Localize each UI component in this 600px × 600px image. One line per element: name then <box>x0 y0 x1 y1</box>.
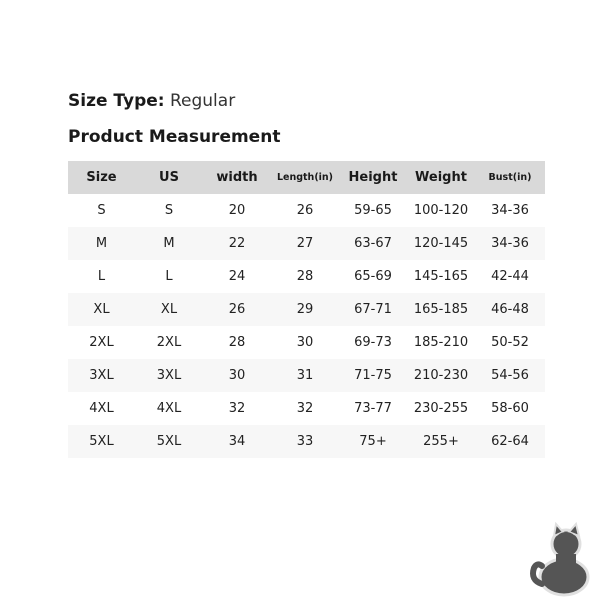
cell-width: 20 <box>228 203 246 218</box>
table-row <box>68 392 545 425</box>
header-length: Length(in) <box>271 161 339 194</box>
section-title: Product Measurement <box>68 127 281 147</box>
cell-us: XL <box>135 293 203 326</box>
cell-length: 33 <box>271 425 339 458</box>
cell-size: 3XL <box>68 359 135 392</box>
table-row <box>68 194 545 227</box>
cell-width: 22 <box>203 227 271 260</box>
table-row <box>68 359 545 392</box>
cell-weight: 210-230 <box>407 359 475 392</box>
table-row <box>68 326 545 359</box>
header-width: width <box>203 161 271 194</box>
cell-width: 24 <box>228 269 246 284</box>
cell-height: 63-67 <box>339 227 407 260</box>
cell-bust: 62-64 <box>475 425 545 458</box>
cell-weight: 100-120 <box>413 203 469 218</box>
cell-size: 5XL <box>68 425 135 458</box>
table-row <box>68 425 545 458</box>
cell-length: 31 <box>271 359 339 392</box>
cell-length: 27 <box>271 227 339 260</box>
cell-us: 5XL <box>135 425 203 458</box>
cell-height: 69-73 <box>354 335 392 350</box>
cell-bust: 50-52 <box>491 335 529 350</box>
cell-us: 4XL <box>156 401 182 416</box>
header-weight: Weight <box>407 161 475 194</box>
cell-weight: 230-255 <box>413 401 469 416</box>
cell-width: 26 <box>203 293 271 326</box>
size-type-line <box>68 90 235 112</box>
cell-us: 2XL <box>156 335 182 350</box>
cell-length: 30 <box>296 335 314 350</box>
cell-height: 59-65 <box>354 203 392 218</box>
size-type-value: Regular <box>169 91 236 111</box>
cell-size: 4XL <box>89 401 114 416</box>
cell-size: XL <box>68 293 135 326</box>
cell-bust: 58-60 <box>491 401 529 416</box>
cell-height: 65-69 <box>354 269 392 284</box>
cell-length: 32 <box>296 401 314 416</box>
cell-bust: 34-36 <box>475 227 545 260</box>
table-row <box>68 293 545 326</box>
cell-bust: 54-56 <box>475 359 545 392</box>
cell-size: S <box>97 203 106 218</box>
cell-us: L <box>165 269 173 284</box>
header-bust: Bust(in) <box>475 161 545 194</box>
cell-length: 28 <box>296 269 314 284</box>
cell-width: 28 <box>228 335 246 350</box>
cell-height: 75+ <box>339 425 407 458</box>
cell-bust: 34-36 <box>491 203 529 218</box>
table-header-row <box>68 161 545 194</box>
cell-weight: 255+ <box>407 425 475 458</box>
cell-weight: 185-210 <box>413 335 469 350</box>
cell-weight: 120-145 <box>407 227 475 260</box>
header-height: Height <box>339 161 407 194</box>
cell-bust: 42-44 <box>491 269 529 284</box>
cat-silhouette-icon <box>528 522 600 597</box>
cell-height: 71-75 <box>339 359 407 392</box>
cell-height: 73-77 <box>354 401 392 416</box>
cell-us: M <box>135 227 203 260</box>
cell-bust: 46-48 <box>475 293 545 326</box>
table-row <box>68 260 545 293</box>
cell-height: 67-71 <box>339 293 407 326</box>
cell-us: 3XL <box>135 359 203 392</box>
cell-width: 34 <box>203 425 271 458</box>
measurement-table <box>68 161 545 458</box>
cell-size: M <box>68 227 135 260</box>
size-type-label: Size Type: <box>68 91 165 111</box>
cell-size: L <box>97 269 106 284</box>
cell-weight: 165-185 <box>407 293 475 326</box>
cell-width: 32 <box>228 401 246 416</box>
cell-weight: 145-165 <box>413 269 469 284</box>
cell-width: 30 <box>203 359 271 392</box>
header-us: US <box>135 161 203 194</box>
header-size: Size <box>68 161 135 194</box>
table-row <box>68 227 545 260</box>
cell-length: 26 <box>296 203 314 218</box>
cell-length: 29 <box>271 293 339 326</box>
cell-size: 2XL <box>89 335 114 350</box>
cell-us: S <box>164 203 174 218</box>
